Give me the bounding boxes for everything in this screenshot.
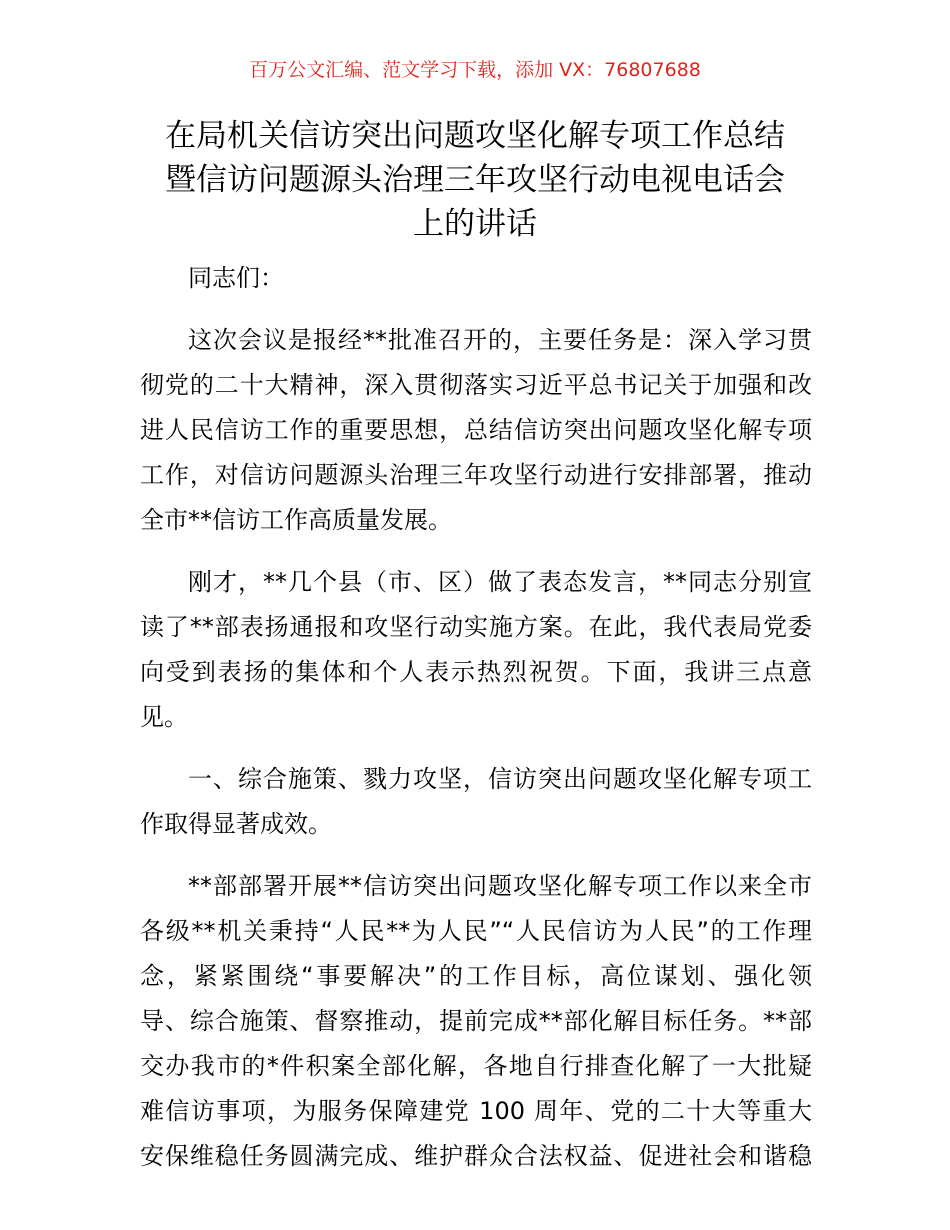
page-title	[130, 114, 820, 246]
text-line: 工作，对信访问题源头治理三年攻坚行动进行安排部署，推动	[140, 461, 812, 489]
title-line: 在局机关信访突出问题攻坚化解专项工作总结	[165, 118, 785, 154]
text-line: 全市**信访工作高质量发展。	[140, 506, 452, 534]
paragraph	[140, 318, 812, 543]
text-line: 同志们：	[188, 264, 284, 292]
text-line: 一、综合施策、戮力攻坚，信访突出问题攻坚化解专项工	[188, 765, 812, 793]
title-line: 暨信访问题源头治理三年攻坚行动电视电话会	[165, 162, 785, 198]
text-line: 作取得显著成效。	[140, 810, 332, 838]
text-line: 这次会议是报经**批准召开的，主要任务是：深入学习贯	[188, 326, 812, 354]
text-line: 向受到表扬的集体和个人表示热烈祝贺。下面，我讲三点意	[140, 658, 812, 686]
text-line: 安保维稳任务圆满完成、维护群众合法权益、促进社会和谐稳	[140, 1142, 812, 1170]
text-line: 刚才，**几个县（市、区）做了表态发言，**同志分别宣	[188, 568, 812, 596]
section-heading	[140, 757, 812, 847]
text-line: 进人民信访工作的重要思想，总结信访突出问题攻坚化解专项	[140, 416, 812, 444]
text-line: 交办我市的*件积案全部化解，各地自行排查化解了一大批疑	[140, 1052, 812, 1080]
text-line: 读了**部表扬通报和攻坚行动实施方案。在此，我代表局党委	[140, 613, 812, 641]
header-note: 百万公文汇编、范文学习下载，添加 VX：76807688	[249, 59, 701, 81]
text-line: 各级**机关秉持“人民**为人民”“人民信访为人民”的工作理	[140, 917, 812, 945]
document-body	[140, 256, 812, 1196]
text-line: 难信访事项，为服务保障建党 100 周年、党的二十大等重大	[140, 1097, 812, 1125]
salutation	[140, 256, 812, 301]
title-line: 上的讲话	[413, 206, 537, 242]
text-line: 见。	[140, 703, 188, 731]
paragraph	[140, 560, 812, 740]
text-line: 彻党的二十大精神，深入贯彻落实习近平总书记关于加强和改	[140, 371, 812, 399]
text-line: 念，紧紧围绕“事要解决”的工作目标，高位谋划、强化领	[140, 962, 812, 990]
text-line: **部部署开展**信访突出问题攻坚化解专项工作以来全市	[188, 872, 812, 900]
paragraph	[140, 864, 812, 1179]
text-line: 导、综合施策、督察推动，提前完成**部化解目标任务。**部	[140, 1007, 812, 1035]
